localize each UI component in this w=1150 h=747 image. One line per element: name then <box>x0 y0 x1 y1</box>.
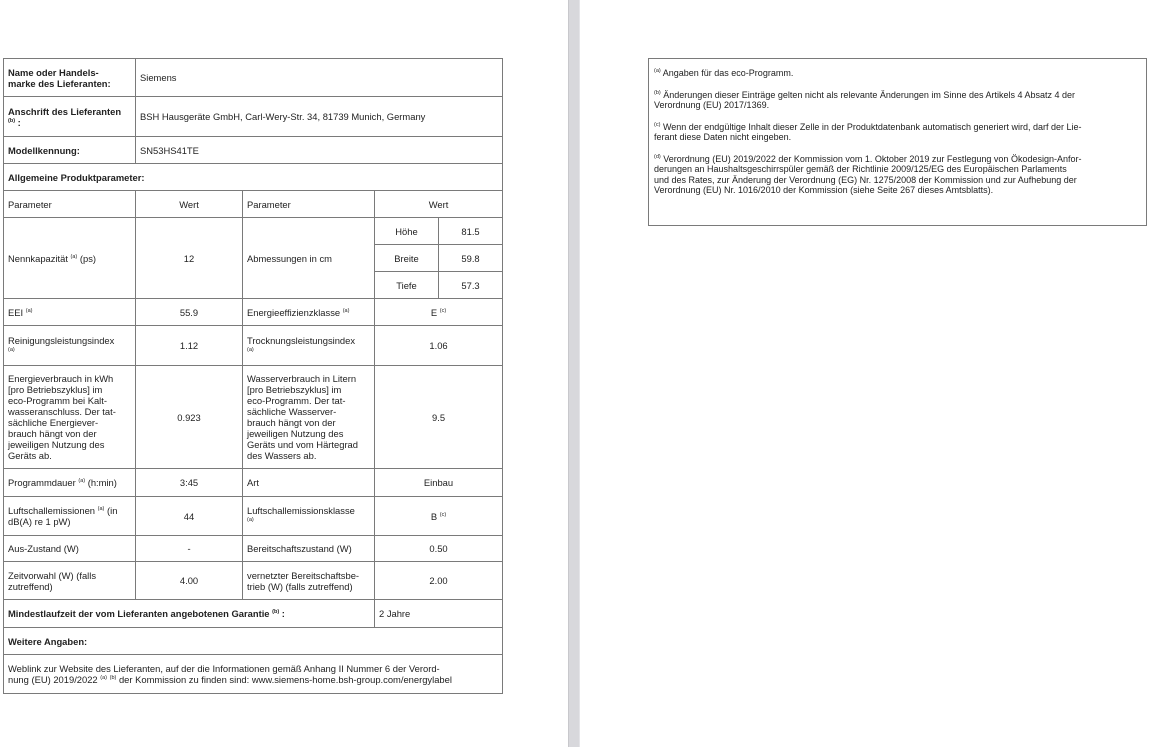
footnote: $^{(d)}$ Verordnung (EU) 2019/2022 der Kommission vom 1. Oktober 2019 zur Festlegung von Ökodesign-Anfor- derungen an Haushaltsgeschirrspüler gemäß der Richtlinie 2009/125/EG des Europäischen Parlaments und des Rates, zur Änderung der Verordnung (EG) Nr. 1275/2008 der Kommission und zur Aufhebung der Verordnung (EU) Nr. 1016/2010 der Kommission (siehe Seite 267 dieses Amtsblatts). <box>654 153 1082 195</box>
general-heading-row <box>4 164 503 191</box>
delay-start-value: 4.00 <box>136 562 243 600</box>
column-header-value: Wert <box>375 191 503 218</box>
weblink-text: Weblink zur Website des Lieferanten, auf der die Informationen gemäß Anhang II Nummer 6 der Verord- nung (EU) 2019/2022 $^{(a)}$ $^{(b)}$ der Kommission zu finden sind: www.siemens-home.bsh-group.com/energylabel <box>4 655 503 694</box>
model-label: Modellkennung: <box>4 137 136 164</box>
supplier-row <box>4 59 503 97</box>
footnote-marker: (a) <box>247 516 254 523</box>
noise-class-label: Luftschallemissionsklasse $^{(a)}$ <box>243 497 375 536</box>
guarantee-value: 2 Jahre <box>375 600 503 628</box>
energy-consumption-label: Energieverbrauch in kWh [pro Betriebszyklus] im eco-Programm bei Kalt- wasseranschluss. Der tat- sächliche Energiever- brauch hängt von der jeweiligen Nutzung des Geräts ab. <box>4 366 136 469</box>
networked-standby-value: 2.00 <box>375 562 503 600</box>
footnote-marker: (a) <box>25 307 33 314</box>
further-info-heading: Weitere Angaben: <box>4 628 503 655</box>
noise-emission-label: Luftschallemissionen $^{(a)}$ (in dB(A) re 1 pW) <box>4 497 136 536</box>
type-value: Einbau <box>375 469 503 497</box>
footnote: $^{(a)}$ Angaben für das eco-Programm. <box>654 68 794 78</box>
footnote-marker: (a) <box>70 253 78 260</box>
eei-value: 55.9 <box>136 299 243 326</box>
capacity-value: 12 <box>136 218 243 299</box>
address-value: BSH Hausgeräte GmbH, Carl-Wery-Str. 34, 81739 Munich, Germany <box>136 97 503 137</box>
footnote-marker: (b) <box>109 674 117 681</box>
footnote: $^{(b)}$ Änderungen dieser Einträge gelten nicht als relevante Änderungen im Sinne des Artikels 4 Absatz 4 der Verordnung (EU) 2017/1369. <box>654 89 1076 110</box>
depth-value: 57.3 <box>439 272 503 299</box>
model-row <box>4 137 503 164</box>
energy-consumption-value: 0.923 <box>136 366 243 469</box>
address-label: Anschrift des Lieferanten $^{(b)}$ : <box>4 97 136 137</box>
water-consumption-label: Wasserverbrauch in Litern [pro Betriebszyklus] im eco-Programm. Der tat- sächliche Wasserver- brauch hängt von der jeweiligen Nutzung des Geräts und vom Härtegrad des Wassers ab. <box>243 366 375 469</box>
energy-class-label: Energieeffizienzklasse $^{(a)}$ <box>243 299 375 326</box>
footnote-marker: (b) <box>8 117 16 124</box>
supplier-label: Name oder Handels- marke des Lieferanten: <box>4 59 136 97</box>
column-header-value: Wert <box>136 191 243 218</box>
power-mode-row <box>4 536 503 562</box>
column-header-parameter: Parameter <box>4 191 136 218</box>
capacity-label: Nennkapazität $^{(a)}$ (ps) <box>4 218 136 299</box>
consumption-row <box>4 366 503 469</box>
footnote-marker: (c) <box>654 121 661 128</box>
standby-label: Bereitschaftszustand (W) <box>243 536 375 562</box>
drying-index-label: Trocknungsleistungsindex $^{(a)}$ <box>243 326 375 366</box>
further-heading-row <box>4 628 503 655</box>
column-header-parameter: Parameter <box>243 191 375 218</box>
programme-row <box>4 469 503 497</box>
footnotes-box <box>648 58 1147 226</box>
programme-duration-value: 3:45 <box>136 469 243 497</box>
footnote-marker: (a) <box>654 68 661 74</box>
footnote-marker: (a) <box>247 346 254 353</box>
guarantee-label: Mindestlaufzeit der vom Lieferanten angebotenen Garantie $^{(b)}$ : <box>4 600 375 628</box>
column-header-row <box>4 191 503 218</box>
footnote-marker: (a) <box>8 346 15 353</box>
eei-row <box>4 299 503 326</box>
footnote-marker: (c) <box>439 307 447 314</box>
footnote-marker: (b) <box>654 89 661 96</box>
footnote-marker: (d) <box>654 153 661 160</box>
performance-row <box>4 326 503 366</box>
footnote-marker: (a) <box>78 477 86 484</box>
noise-class-value: B $^{(c)}$ <box>375 497 503 536</box>
height-value: 81.5 <box>439 218 503 245</box>
footnote-marker: (a) <box>100 674 107 681</box>
delay-row <box>4 562 503 600</box>
footnote-marker: (a) <box>342 307 350 314</box>
eei-label: EEI $^{(a)}$ <box>4 299 136 326</box>
address-row <box>4 97 503 137</box>
off-mode-label: Aus-Zustand (W) <box>4 536 136 562</box>
noise-row <box>4 497 503 536</box>
height-label: Höhe <box>375 218 439 245</box>
footnote: $^{(c)}$ Wenn der endgültige Inhalt dieser Zelle in der Produktdatenbank automatisch generiert wird, darf der Lie- ferant diese Daten nicht eingeben. <box>654 121 1082 142</box>
energy-class-value: E $^{(c)}$ <box>375 299 503 326</box>
water-consumption-value: 9.5 <box>375 366 503 469</box>
depth-label: Tiefe <box>375 272 439 299</box>
noise-emission-value: 44 <box>136 497 243 536</box>
off-mode-value: - <box>136 536 243 562</box>
footnote-marker: (a) <box>97 505 105 512</box>
general-parameters-heading: Allgemeine Produktparameter: <box>4 164 503 191</box>
type-label: Art <box>243 469 375 497</box>
networked-standby-label: vernetzter Bereitschaftsbe- trieb (W) (falls zutreffend) <box>243 562 375 600</box>
guarantee-row <box>4 600 503 628</box>
document-page-left <box>0 0 568 747</box>
page-gutter <box>568 0 580 747</box>
cleaning-index-value: 1.12 <box>136 326 243 366</box>
supplier-value: Siemens <box>136 59 503 97</box>
weblink-row <box>4 655 503 694</box>
footnote-marker: (c) <box>439 511 447 518</box>
width-label: Breite <box>375 245 439 272</box>
footnote-marker: (b) <box>272 608 280 615</box>
width-value: 59.8 <box>439 245 503 272</box>
standby-value: 0.50 <box>375 536 503 562</box>
dimensions-label: Abmessungen in cm <box>243 218 375 299</box>
cleaning-index-label: Reinigungsleistungsindex $^{(a)}$ <box>4 326 136 366</box>
programme-duration-label: Programmdauer $^{(a)}$ (h:min) <box>4 469 136 497</box>
drying-index-value: 1.06 <box>375 326 503 366</box>
model-value: SN53HS41TE <box>136 137 503 164</box>
capacity-dimensions-row <box>4 218 503 245</box>
delay-start-label: Zeitvorwahl (W) (falls zutreffend) <box>4 562 136 600</box>
product-information-sheet <box>3 58 503 694</box>
